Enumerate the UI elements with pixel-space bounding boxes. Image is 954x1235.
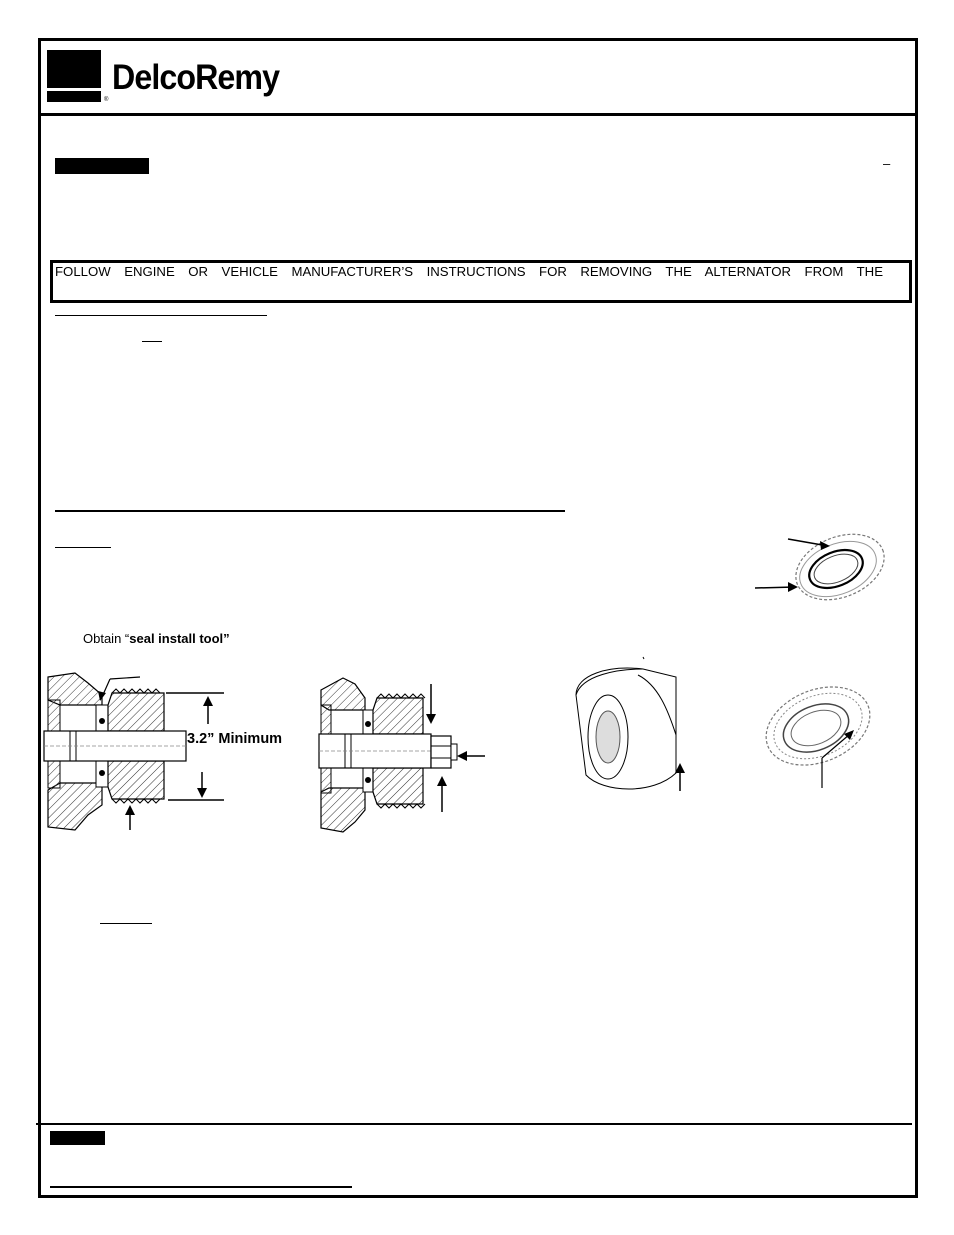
obtain-instruction (83, 631, 230, 646)
pulley-nut-figure (315, 670, 495, 840)
obtain-prefix: Obtain “ (83, 631, 130, 646)
seal-install-tool-label: seal install tool” (129, 631, 230, 646)
footer-divider (36, 1123, 912, 1125)
registered-mark: ® (104, 97, 109, 103)
footer-underline (50, 1186, 352, 1188)
title-dash: – (883, 156, 891, 171)
warning-text: FOLLOW ENGINE OR VEHICLE MANUFACTURER’S INSTRUCTIONS FOR REMOVING THE ALTERNATOR FROM THE (55, 264, 883, 279)
heading-underline (55, 315, 267, 316)
footer-label-bar (50, 1131, 105, 1145)
seal-ring-figure (758, 678, 883, 793)
section-underline (55, 510, 565, 512)
brand-logo-mark (47, 50, 101, 102)
step-underline (55, 547, 111, 548)
note-underline (100, 923, 152, 924)
dimension-label: 3.2” Minimum (187, 731, 283, 747)
section-label-bar (55, 158, 149, 174)
seal-top-illustration (750, 520, 900, 620)
dimension-arrows (160, 690, 240, 805)
header-divider (38, 113, 918, 116)
brand-logo-text: DelcoRemy (112, 58, 280, 97)
word-underline (142, 341, 162, 342)
seal-install-tool-figure (568, 655, 698, 800)
